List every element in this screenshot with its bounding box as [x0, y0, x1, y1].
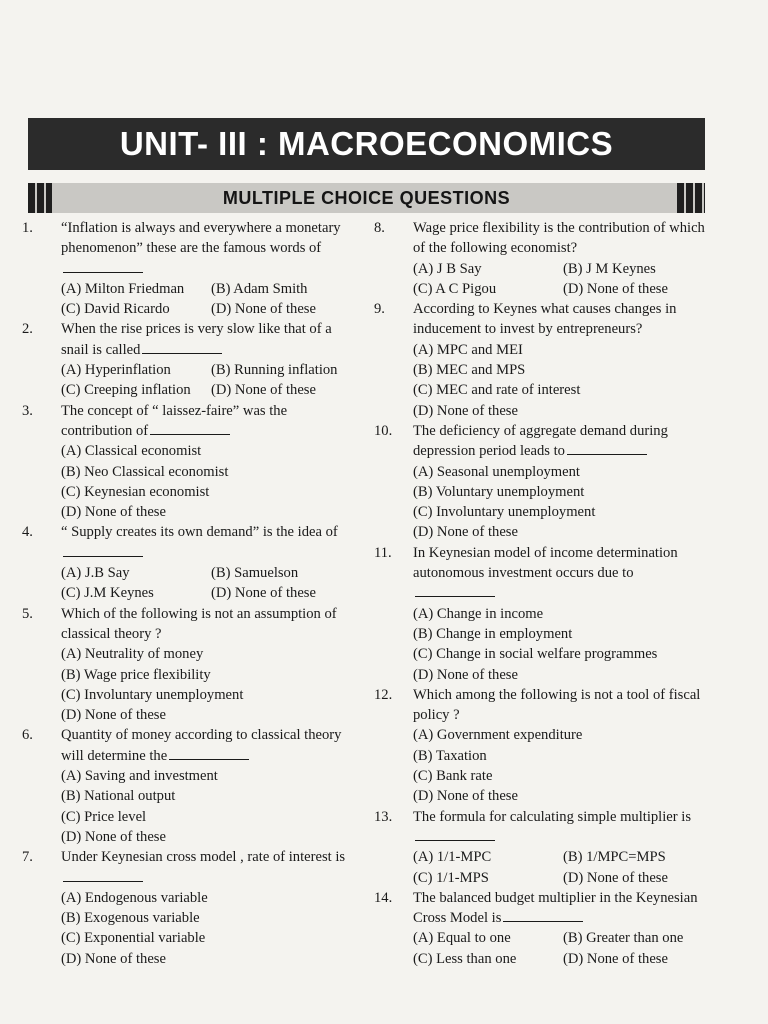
question-item	[368, 685, 708, 807]
section-header-bar	[28, 183, 705, 213]
option: (D) None of these	[211, 585, 316, 602]
option: (D) None of these	[563, 950, 668, 967]
option: (D) None of these	[413, 524, 518, 541]
option: (C) Involuntary unemployment	[61, 686, 244, 703]
option: (D) None of these	[61, 707, 166, 724]
question-number: 9.	[374, 301, 385, 318]
option-row	[61, 583, 361, 603]
option-row	[413, 259, 708, 279]
question-text: In Keynesian model of income determination autonomous investment occurs due to	[413, 543, 708, 604]
answer-blank	[63, 869, 143, 882]
question-number: 4.	[22, 524, 33, 541]
option-row	[413, 279, 708, 299]
option: (B) Change in employment	[413, 625, 573, 642]
option: (C) Less than one	[413, 950, 517, 967]
unit-banner	[28, 118, 705, 170]
decorative-bars-right	[677, 183, 705, 213]
option: (C) 1/1-MPS	[413, 869, 489, 886]
option: (C) Involuntary unemployment	[413, 504, 596, 521]
option: (C) David Ricardo	[61, 301, 170, 318]
option: (B) Samuelson	[211, 565, 299, 582]
section-title: MULTIPLE CHOICE QUESTIONS	[222, 187, 511, 208]
option-row	[61, 360, 361, 380]
question-item	[16, 847, 361, 969]
option-row	[413, 868, 708, 888]
question-text: “ Supply creates its own demand” is the idea of	[61, 522, 361, 563]
option: (A) Change in income	[413, 605, 544, 622]
option: (C) Creeping inflation	[61, 382, 191, 399]
option: (A) Endogenous variable	[61, 889, 208, 906]
option: (A) 1/1-MPC	[413, 849, 492, 866]
question-text: According to Keynes what causes changes in inducement to invest by entrepreneurs?	[413, 301, 677, 338]
question-item	[16, 522, 361, 603]
question-text: When the rise prices is very slow like that of a snail is called	[61, 321, 332, 358]
option: (C) Bank rate	[413, 768, 493, 785]
question-item	[368, 421, 708, 543]
option: (A) Saving and investment	[61, 768, 218, 785]
option-row	[61, 380, 361, 400]
option: (D) None of these	[413, 666, 518, 683]
option: (D) None of these	[413, 402, 518, 419]
question-text: “Inflation is always and everywhere a monetary phenomenon” these are the famous words of	[61, 218, 361, 279]
question-text: Wage price flexibility is the contribution of which of the following economist?	[413, 220, 705, 257]
answer-blank	[567, 442, 647, 455]
option: (C) Price level	[61, 808, 147, 825]
question-text: The formula for calculating simple multiplier is	[413, 807, 708, 848]
option: (A) J.B Say	[61, 565, 130, 582]
right-question-column	[368, 218, 708, 969]
question-item	[368, 888, 708, 969]
option: (A) Neutrality of money	[61, 646, 204, 663]
option: (C) MEC and rate of interest	[413, 382, 581, 399]
answer-blank	[142, 341, 222, 354]
option: (A) Government expenditure	[413, 727, 583, 744]
option: (C) J.M Keynes	[61, 585, 154, 602]
answer-blank	[63, 260, 143, 273]
option: (B) Voluntary unemployment	[413, 483, 585, 500]
option: (B) Neo Classical economist	[61, 463, 229, 480]
option: (B) Taxation	[413, 747, 487, 764]
option-row	[413, 949, 708, 969]
question-number: 7.	[22, 849, 33, 866]
option: (D) None of these	[61, 504, 166, 521]
option: (D) None of these	[61, 950, 166, 967]
option: (D) None of these	[61, 828, 166, 845]
option: (B) Greater than one	[563, 930, 684, 947]
question-item	[16, 401, 361, 523]
question-number: 5.	[22, 605, 33, 622]
option: (D) None of these	[563, 280, 668, 297]
option: (B) Wage price flexibility	[61, 666, 211, 683]
option: (B) Running inflation	[211, 362, 338, 379]
question-item	[16, 319, 361, 400]
option-row	[61, 563, 361, 583]
answer-blank	[63, 544, 143, 557]
option: (A) Classical economist	[61, 443, 202, 460]
option: (B) Exogenous variable	[61, 910, 200, 927]
option: (A) J B Say	[413, 260, 482, 277]
question-number: 13.	[374, 808, 393, 825]
option-row	[413, 928, 708, 948]
option-row	[413, 847, 708, 867]
question-number: 8.	[374, 220, 385, 236]
option: (A) Seasonal unemployment	[413, 463, 580, 480]
option: (A) MPC and MEI	[413, 341, 523, 358]
option: (A) Hyperinflation	[61, 362, 171, 379]
option: (C) Keynesian economist	[61, 483, 210, 500]
question-text: The concept of “ laissez-faire” was the contribution of	[61, 402, 288, 439]
question-item	[368, 807, 708, 888]
decorative-bars-left	[28, 183, 52, 213]
answer-blank	[150, 422, 230, 435]
question-text: The deficiency of aggregate demand during depression period leads to	[413, 422, 668, 460]
option: (B) 1/MPC=MPS	[563, 849, 666, 866]
question-text: Which of the following is not an assumption of classical theory ?	[61, 605, 337, 642]
option-row	[61, 279, 361, 299]
unit-title: UNIT- III : MACROECONOMICS	[119, 125, 614, 162]
option: (A) Equal to one	[413, 930, 511, 947]
option: (C) Exponential variable	[61, 930, 206, 947]
question-item	[16, 604, 361, 726]
option: (B) Adam Smith	[211, 280, 308, 297]
option-row	[61, 299, 361, 319]
option: (B) MEC and MPS	[413, 362, 526, 379]
question-item	[368, 218, 708, 299]
question-text: Which among the following is not a tool of fiscal policy ?	[413, 686, 701, 724]
question-number: 3.	[22, 402, 33, 419]
answer-blank	[415, 584, 495, 597]
answer-blank	[169, 747, 249, 760]
question-item	[368, 299, 708, 421]
question-number: 14.	[374, 889, 393, 906]
answer-blank	[503, 909, 583, 922]
option: (D) None of these	[211, 301, 316, 318]
question-number: 12.	[374, 686, 393, 703]
option: (D) None of these	[211, 382, 316, 399]
answer-blank	[415, 828, 495, 841]
question-number: 6.	[22, 727, 33, 744]
option: (C) Change in social welfare programmes	[413, 646, 658, 663]
question-text: Quantity of money according to classical theory will determine the	[61, 727, 342, 764]
option: (B) National output	[61, 788, 176, 805]
question-item	[368, 543, 708, 685]
question-number: 1.	[22, 220, 33, 236]
option: (D) None of these	[563, 869, 668, 886]
option: (D) None of these	[413, 788, 518, 805]
question-text: Under Keynesian cross model , rate of interest is	[61, 847, 361, 888]
option: (C) A C Pigou	[413, 280, 497, 297]
option: (A) Milton Friedman	[61, 280, 185, 297]
question-item	[16, 725, 361, 847]
left-question-column	[16, 218, 361, 969]
question-number: 11.	[374, 544, 392, 561]
question-number: 2.	[22, 321, 33, 338]
question-item	[16, 218, 361, 319]
question-text: The balanced budget multiplier in the Keynesian Cross Model is	[413, 889, 698, 927]
question-number: 10.	[374, 422, 393, 439]
option: (B) J M Keynes	[563, 260, 656, 277]
